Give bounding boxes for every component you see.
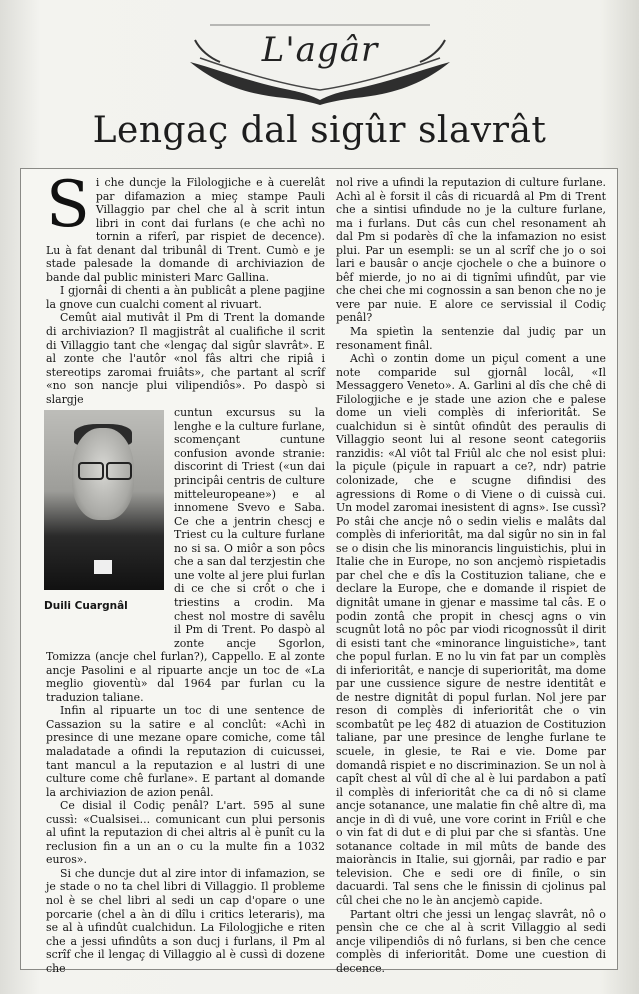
rubric-header (180, 10, 460, 105)
article-column-right (336, 176, 606, 975)
article-paragraph: Duili Cuargnâl cuntun excursus su la lenghe e la culture furlane, scomençant cuntune confusion avonde stranie: discorint di Triest («un dai principâi centris de culture mitteleuropeane») e al innomene Svevo e Saba. Ce che a jentrin chescj e Triest cu la culture furlane no si sa. O miôr a son pôcs che a san dal terzjestin che une volte al jere plui furlan di ce che si crôt o che i triestins a crodin. Ma chest nol mostre di savêlu il Pm di Trent. Po daspò al zonte ancje Sgorlon, Tomizza (ancje chel furlan?), Cappello. E al zonte ancje Pasolini e al ripuarte ancje un toc de «La meglio gioventù» dal 1964 par furlan cu la traduzion taliane. (44, 406, 326, 704)
article-paragraph: nol rive a ufindi la reputazion di culture furlane. Achì al è forsit il câs di ricuardâ al Pm di Trent che a sintisi ufindude no je la culture furlane, ma i furlans. Dut câs cun chel resonament ah dal Pm si podarès dî che la infamazion no esist plui. Par un esempli: se un al scrîf che jo o soi lari e bausâr o ancje cjochele o che a buinore o bêf mierde, jo no ai di tignîmi ufindût, par vie che chei che mi cognossin a san benon che no je vere par nuie. E alore ce servissial il Codiç penâl? (336, 176, 606, 325)
author-photo-block (44, 410, 164, 640)
drop-cap: S (46, 168, 90, 242)
article-paragraph: Partant oltri che jessi un lengaç slavrât, nô o pensìn che ce che al à scrit Villaggio al sedi ancje vilipendiôs di nô furlans, si ben che cence complès di inferioritât. Dome une cuestion di decence. (336, 907, 606, 975)
article-paragraph: Cemût aial mutivât il Pm di Trent la domande di archiviazion? Il magjistrât al cualifiche il scrit di Villaggio tant che «lengaç dal sigûr slavrât». E al zonte che l'autôr «nol fâs altri che ripiâ i stereotips zaromai fruiâts», che partant al scrîf «no son nancje plui vilipendiôs». Po daspò si slargje (46, 311, 325, 406)
article-headline: Lengaç dal sigûr slavrât (92, 110, 547, 151)
article-paragraph: Infin al ripuarte un toc di une sentence de Cassazion su la satire e al conclût: «Achì in presince di une mezane opare comiche, come tâl maladatade a ofindi la reputazion di cuicussei, tant mancul a la reputazion e al lustri di une culture come chê furlane». E partant al domande la archiviazion de azion penâl. (46, 704, 325, 799)
photo-caption: Duili Cuargnâl (44, 600, 128, 613)
article-column-left (44, 168, 326, 975)
article-paragraph: Si che duncje la Filologjiche e à cuerelât par difamazion a mieç stampe Pauli Villaggio par chel che al à scrit intun libri in cont dai furlans (e che achì no tornin a riferî, par rispiet de decence). Lu à fat denant dal tribunâl di Trent. Cumò e je stade palesade la domande di archiviazion de bande dal public ministeri Marc Gallina. (46, 168, 325, 284)
article-paragraph: Ce disial il Codiç penâl? L'art. 595 al sune cussì: «Cualsisei... comunicant cun plui personis al ufint la reputazion di chei altris al è punît cu la reclusion fin a un an o cu la multe fin a 1032 euros». (46, 799, 325, 867)
author-photo (44, 410, 164, 590)
article-paragraph: Ma spietìn la sentenzie dal judiç par un resonament finâl. (336, 325, 606, 352)
article-paragraph: Achì o zontin dome un piçul coment a une note comparide sul gjornâl locâl, «Il Messaggero Veneto». A. Garlini al dîs che chê di Filologjiche e je stade une azion che e palese dome un vieli complès di inferioritât. Se cualchidun si è sintût ofindût des peraulis di Villaggio seont lui al resone seont categoriis ranzidis: «Al viôt tal Friûl alc che nol esist plui: la piçule (piçule in rapuart a ce?, ndr) patrie colonizade, che e scugne difindisi des agressions di Rome o di Viene o di cuissà cui. Un model zaromai inesistent di agns». Ise cussì? Po stâi che ancje nô o sedin vielis e malâts dal complès di inferioritât, ma dal sigûr no sin in fal se o disin che lis minorancis linguistichis, plui in Italie che in Europe, no son ancjemò rispietadis par chel che e dîs la Costituzion taliane, che e declare la Europe, che e domande il rispiet de dignitât umane in gjenar e massime tal câs. E o podin zontâ che propit in chescj agns o vin scugnût lotâ no pôc par viodi ricognossût il dirit di esisti tant che «minorance linguistiche», tant che popul furlan. E no lu vin fat par un complès di inferioritât, e nancje di superioritât, ma dome par une cussience sigure de nestre identitât e de nestre dignitât di popul furlan. Nol jere par reson di complès di inferioritât che o vin scombatût pe leç 482 di atuazion de Costituzion taliane, par une presince de lenghe furlane te scuele, in glesie, te Rai e vie. Dome par domandâ rispiet e no discriminazion. Se un nol à capît chest al vûl dî che al è lui pardabon a patî il complès di inferioritât che ca di nô si clame ancje sotanance, une malatie fin chê altre dì, ma ancje in dì di vuê, une vore corint in Friûl e che o vin fat di dut e di plui par che si sfantàs. Une sotanance coltade in mil mûts de bande des maioràncis in Italie, sui gjornâi, par radio e par television. Che e sedi ore di finîle, o sin dacuardi. Tal sens che le finissin di cjolinus pal cûl chei che no le àn ancjemò capide. (336, 352, 606, 907)
rubric-title: L'agâr (261, 30, 379, 70)
article-paragraph: I gjornâi di chenti a àn publicât a plene pagjine la gnove cun cualchi coment al rivuart. (46, 284, 325, 311)
article-paragraph: Si che duncje dut al zire intor di infamazion, se je stade o no ta chel libri di Villaggio. Il probleme nol è se chel libri al sedi un cap d'opare o une porcarie (chel a àn di dîlu i critics leteraris), ma se al à ufindût cualchidun. La Filologjiche e riten che a jessi ufindûts a son ducj i furlans, il Pm al scrîf che il lengaç di Villaggio al è cussì di dozene che (46, 866, 325, 975)
